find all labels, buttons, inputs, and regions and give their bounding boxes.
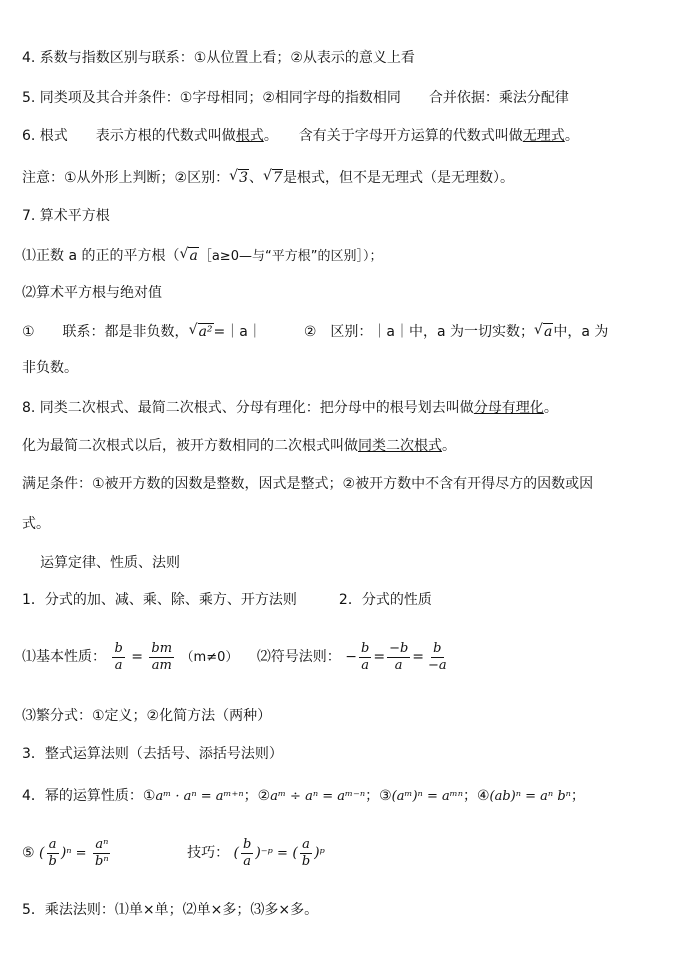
fraction: $\frac{a}{b}$ <box>48 836 57 869</box>
text: 中，a 为 <box>553 324 609 340</box>
equals: = <box>131 649 143 665</box>
fraction: $\frac{\text{aⁿ}}{\text{bⁿ}}$ <box>95 836 109 869</box>
text: 6. 根式 表示方根的代数式叫做 <box>22 128 236 144</box>
text: ； <box>570 788 585 804</box>
exponent: ⁿ = <box>66 846 87 861</box>
line-5-power: ⑤ ( $\frac{a}{b}$ )ⁿ = $\frac{\text{aⁿ}}{\text{bⁿ}}$ 技巧： ( $\frac{b}{a}$ )⁻ᵖ = ( $\frac{a}{b}$ )ᵖ <box>22 836 325 869</box>
section-heading: 运算定律、性质、法则 <box>40 555 180 571</box>
sqrt-a-squared: √ a² <box>189 322 214 342</box>
line-note <box>22 168 514 188</box>
line-conditions: 满足条件：①被开方数的因数是整数，因式是整式；②被开方数中不含有开得尽方的因数或因 <box>22 476 594 492</box>
text: 。 <box>442 438 456 454</box>
text: （m≠0） <box>180 650 239 665</box>
text: =｜a｜ ② 区别：｜a｜中，a 为一切实数； <box>213 324 534 340</box>
text: 。 <box>564 128 579 144</box>
line-3: 3．整式运算法则（去括号、添括号法则） <box>22 746 283 762</box>
line-6 <box>22 126 579 146</box>
sqrt-a: √ a <box>179 246 198 266</box>
term-like-radicals: 同类二次根式 <box>358 438 442 454</box>
text: ；④ <box>462 788 490 804</box>
text: 。 <box>543 400 558 416</box>
text: 化为最简二次根式以后，被开方数相同的二次根式叫做 <box>22 438 358 454</box>
line-continue: 非负数。 <box>22 360 78 376</box>
fraction: $\frac{b}{a}$ <box>243 836 252 869</box>
line-complex-fraction: ⑶繁分式：①定义；②化简方法（两种） <box>22 708 272 724</box>
text: ；② <box>243 788 271 804</box>
formula: aᵐ · aⁿ = aᵐ⁺ⁿ <box>155 789 244 804</box>
line-continue2: 式。 <box>22 516 50 532</box>
term-rationalize: 分母有理化 <box>473 400 544 416</box>
text: 、 <box>249 170 264 186</box>
fraction: $\frac{b}{-a}$ <box>428 640 447 673</box>
formula: (aᵐ)ⁿ = aᵐⁿ <box>391 789 463 804</box>
text: 注意：①从外形上判断；②区别： <box>22 170 230 186</box>
text: ［a≥0—与“平方根”的区别］）； <box>198 249 383 264</box>
term-radical: 根式 <box>235 128 264 144</box>
formula: (ab)ⁿ = aⁿ bⁿ <box>489 789 571 804</box>
text: ⑴正数 a 的正的平方根（ <box>22 248 180 264</box>
line-multiplication: 5．乘法法则：⑴单×单；⑵单×多；⑶多×多。 <box>22 902 319 918</box>
sqrt-a: √ a <box>534 322 553 342</box>
text: ⑵符号法则： <box>256 649 341 665</box>
fraction: $\frac{a}{b}$ <box>301 836 311 869</box>
text: 。 含有关于字母开方运算的代数式叫做 <box>263 128 523 144</box>
text: ；③ <box>365 788 392 804</box>
text: 是根式，但不是无理式（是无理数）。 <box>282 170 514 186</box>
line-1: 1．分式的加、减、乘、除、乘方、开方法则 2．分式的性质 <box>22 592 432 608</box>
line-7: 7. 算术平方根 <box>22 208 110 224</box>
line-4: 4. 系数与指数区别与联系：①从位置上看；②从表示的意义上看 <box>22 50 415 66</box>
text: ① 联系：都是非负数， <box>22 324 189 340</box>
line-8b <box>22 436 456 456</box>
line-7-2: ⑵算术平方根与绝对值 <box>22 285 162 301</box>
line-7-1 <box>22 246 382 267</box>
text: ⑤ <box>22 845 35 861</box>
exponent: ⁻ᵖ = <box>260 846 288 861</box>
term-irrational: 无理式 <box>522 128 565 144</box>
sqrt-3: √ 3 <box>229 168 249 188</box>
text: 4．幂的运算性质：① <box>22 788 156 804</box>
formula: aᵐ ÷ aⁿ = aᵐ⁻ⁿ <box>270 789 366 804</box>
fraction: $\frac{bm}{am}$ <box>151 640 173 673</box>
line-8 <box>22 398 558 418</box>
minus: − <box>345 649 357 665</box>
line-4-power <box>22 786 585 807</box>
text: 技巧： <box>187 845 230 861</box>
fraction: $\frac{-b}{a}$ <box>389 640 409 673</box>
exponent: ᵖ <box>319 846 325 861</box>
fraction: $\frac{b}{a}$ <box>114 640 123 673</box>
sqrt-7: √ 7 <box>263 168 283 188</box>
line-5: 5. 同类项及其合并条件：①字母相同；②相同字母的指数相同 合并依据：乘法分配律 <box>22 90 569 106</box>
line-fraction-properties: ⑴基本性质： $\frac{b}{a}$ = $\frac{bm}{am}$ （m≠0） ⑵符号法则： − $\frac{b}{a}$ = $\frac{-b}{a}$ = $\frac{b}{-a}$ <box>22 640 447 673</box>
line-7-2-detail <box>22 322 608 342</box>
fraction: $\frac{b}{a}$ <box>361 640 370 673</box>
text: ⑴基本性质： <box>22 649 106 665</box>
text: 8. 同类二次根式、最简二次根式、分母有理化：把分母中的根号划去叫做 <box>22 400 474 416</box>
